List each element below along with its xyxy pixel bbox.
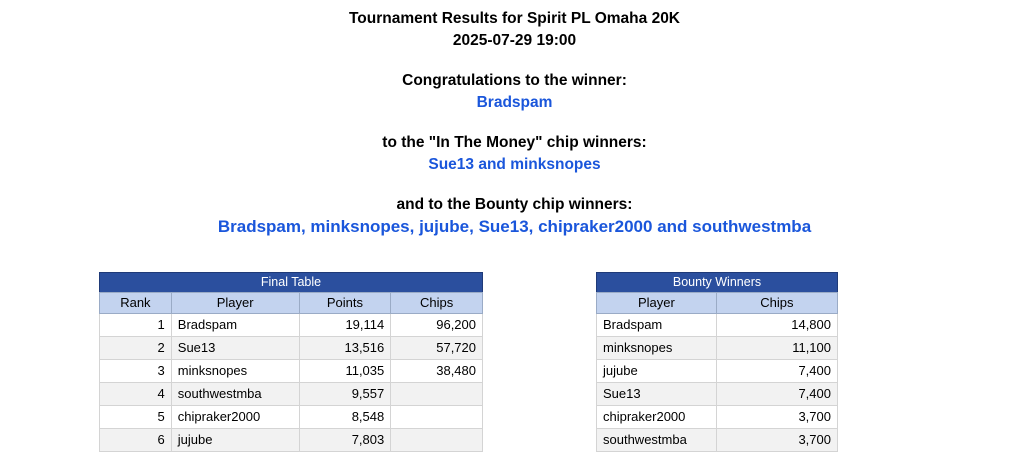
cell-chips: 14,800 bbox=[716, 314, 837, 337]
cell-rank: 5 bbox=[100, 406, 172, 429]
cell-player: southwestmba bbox=[171, 383, 299, 406]
table-row bbox=[597, 429, 838, 452]
winner-label: Congratulations to the winner: bbox=[402, 72, 627, 89]
tournament-datetime: 2025-07-29 19:00 bbox=[452, 32, 577, 49]
column-header-points: Points bbox=[299, 293, 391, 314]
cell-points: 11,035 bbox=[299, 360, 391, 383]
bounty-table-wrapper bbox=[596, 272, 838, 452]
table-row bbox=[100, 337, 483, 360]
bounty-names: Bradspam, minksnopes, jujube, Sue13, chipraker2000 and southwestmba bbox=[217, 217, 812, 236]
cell-player: jujube bbox=[597, 360, 717, 383]
spacer bbox=[0, 176, 1029, 194]
cell-points: 9,557 bbox=[299, 383, 391, 406]
cell-points: 8,548 bbox=[299, 406, 391, 429]
cell-chips: 7,400 bbox=[716, 383, 837, 406]
cell-rank: 4 bbox=[100, 383, 172, 406]
table-row bbox=[597, 383, 838, 406]
winner-section bbox=[0, 70, 1029, 114]
bounty-table bbox=[596, 292, 838, 452]
cell-player: jujube bbox=[171, 429, 299, 452]
cell-player: Sue13 bbox=[597, 383, 717, 406]
table-row bbox=[597, 314, 838, 337]
cell-rank: 1 bbox=[100, 314, 172, 337]
spacer bbox=[0, 114, 1029, 132]
cell-chips: 11,100 bbox=[716, 337, 837, 360]
table-row bbox=[100, 429, 483, 452]
page-title: Tournament Results for Spirit PL Omaha 20K bbox=[348, 10, 681, 27]
cell-chips: 96,200 bbox=[391, 314, 483, 337]
cell-chips: 7,400 bbox=[716, 360, 837, 383]
final-table-header-row bbox=[100, 293, 483, 314]
table-row bbox=[100, 360, 483, 383]
cell-player: Bradspam bbox=[597, 314, 717, 337]
cell-chips: 3,700 bbox=[716, 406, 837, 429]
column-header-chips: Chips bbox=[716, 293, 837, 314]
column-header-chips: Chips bbox=[391, 293, 483, 314]
cell-player: chipraker2000 bbox=[597, 406, 717, 429]
table-row bbox=[100, 406, 483, 429]
cell-rank: 3 bbox=[100, 360, 172, 383]
report-header bbox=[0, 0, 1029, 52]
spacer bbox=[0, 52, 1029, 70]
cell-chips bbox=[391, 406, 483, 429]
cell-player: minksnopes bbox=[597, 337, 717, 360]
winner-name: Bradspam bbox=[476, 94, 553, 111]
bounty-label: and to the Bounty chip winners: bbox=[396, 196, 633, 213]
bounty-table-header-row bbox=[597, 293, 838, 314]
cell-rank: 6 bbox=[100, 429, 172, 452]
column-header-player: Player bbox=[171, 293, 299, 314]
itm-section bbox=[0, 132, 1029, 176]
cell-chips: 38,480 bbox=[391, 360, 483, 383]
table-row bbox=[100, 314, 483, 337]
final-table-title: Final Table bbox=[99, 272, 483, 292]
itm-label: to the "In The Money" chip winners: bbox=[382, 134, 647, 151]
table-row bbox=[597, 360, 838, 383]
cell-player: Sue13 bbox=[171, 337, 299, 360]
cell-points: 19,114 bbox=[299, 314, 391, 337]
cell-rank: 2 bbox=[100, 337, 172, 360]
cell-player: Bradspam bbox=[171, 314, 299, 337]
cell-player: southwestmba bbox=[597, 429, 717, 452]
cell-chips bbox=[391, 383, 483, 406]
cell-chips: 57,720 bbox=[391, 337, 483, 360]
cell-points: 13,516 bbox=[299, 337, 391, 360]
column-header-player: Player bbox=[597, 293, 717, 314]
itm-names: Sue13 and minksnopes bbox=[428, 156, 601, 173]
cell-player: chipraker2000 bbox=[171, 406, 299, 429]
table-row bbox=[597, 337, 838, 360]
cell-chips bbox=[391, 429, 483, 452]
bounty-table-title: Bounty Winners bbox=[596, 272, 838, 292]
cell-player: minksnopes bbox=[171, 360, 299, 383]
column-header-rank: Rank bbox=[100, 293, 172, 314]
final-table-wrapper bbox=[99, 272, 483, 452]
bounty-section bbox=[0, 194, 1029, 238]
table-row bbox=[597, 406, 838, 429]
cell-points: 7,803 bbox=[299, 429, 391, 452]
table-row bbox=[100, 383, 483, 406]
cell-chips: 3,700 bbox=[716, 429, 837, 452]
final-table bbox=[99, 292, 483, 452]
